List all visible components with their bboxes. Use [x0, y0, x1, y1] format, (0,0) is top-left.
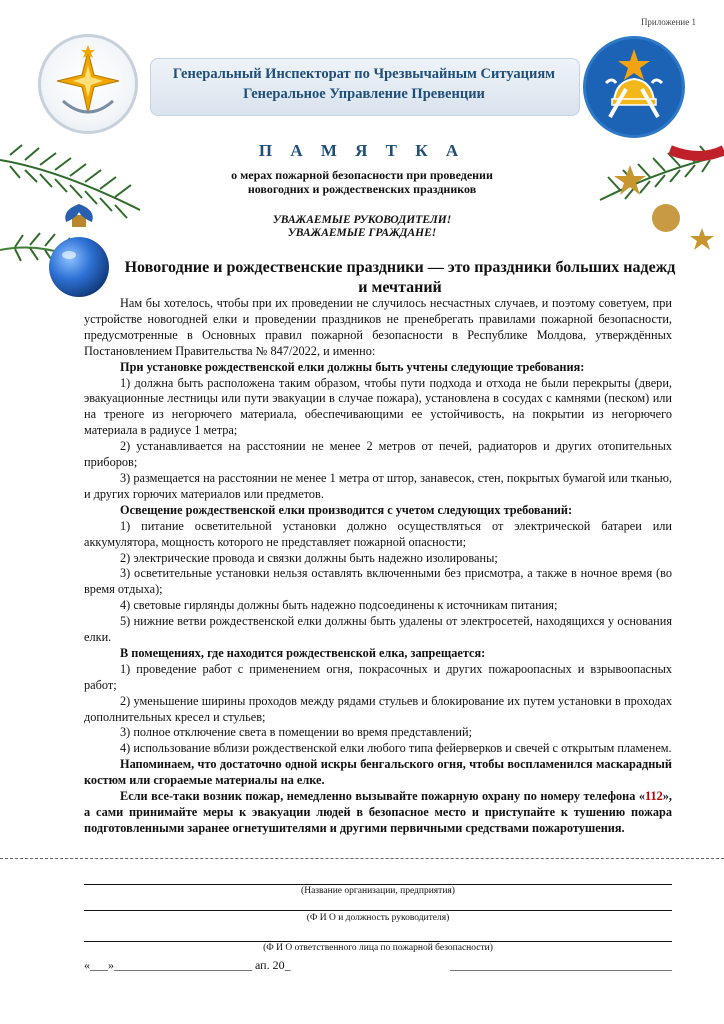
section-2-item: 1) питание осветительной установки должно осуществляться от электрической батареи или аккумулятора, мощность которого не представляет пожарной опасности;: [84, 518, 672, 549]
head-name-caption: (Ф И О и должность руководителя): [306, 913, 450, 923]
signature-line: _____________________________________: [450, 958, 672, 972]
greeting: [180, 214, 544, 240]
christmas-ball-icon: [44, 222, 114, 302]
reminder-paragraph: Напоминаем, что достаточно одной искры бенгальского огня, чтобы воспламенился маскарадный костюм или сгораемые материалы на елке.: [84, 757, 672, 788]
main-heading: Новогодние и рождественские праздники — это праздники больших надежд и мечтаний: [124, 259, 676, 296]
page-subtitle: [180, 168, 544, 196]
subtitle-line-2: новогодних и рождественских праздников: [247, 182, 477, 196]
section-3-title: В помещениях, где находится рождественской елка, запрещается:: [120, 645, 486, 660]
section-1-item: 3) размещается на расстоянии не менее 1 метра от штор, занавесок, стен, покрытых бумагой или тканью, и других горючих материалов или предметов.: [84, 470, 672, 501]
section-3-item: 1) проведение работ с применением огня, покрасочных и других пожароопасных и взрывоопасных работ;: [84, 661, 672, 692]
section-2-item: 5) нижние ветви рождественской елки должны быть удалены от электросетей, находящихся у основания елки.: [84, 614, 672, 645]
subtitle-line-1: о мерах пожарной безопасности при проведении: [231, 168, 493, 182]
section-2-item: 2) электрические провода и связки должны быть надежно изолированы;: [120, 550, 498, 565]
final-text-before: Если все-таки возник пожар, немедленно вызывайте пожарную охрану по номеру телефона «: [120, 789, 645, 804]
header-line-2: Генеральное Управление Превенции: [243, 86, 485, 102]
greeting-line-2: УВАЖАЕМЫЕ ГРАЖДАНЕ!: [287, 227, 437, 239]
section-2-item: 3) осветительные установки нельзя оставлять включенными без присмотра, а также в ночное время (во время отдыха);: [84, 566, 672, 597]
document-body: [84, 296, 672, 837]
section-2-item: 4) световые гирлянды должны быть надежно подсоединены к источникам питания;: [120, 598, 558, 613]
greeting-line-1: УВАЖАЕМЫЕ РУКОВОДИТЕЛИ!: [272, 214, 452, 226]
org-name-caption: (Название организации, предприятия): [301, 886, 455, 896]
header-title: [150, 64, 578, 104]
org-name-line: [84, 884, 672, 885]
responsible-name-line: [84, 941, 672, 942]
annex-label: Приложение 1: [640, 17, 696, 27]
section-3-item: 4) использование вблизи рождественской елки любого типа фейерверков и свечей с открытым пламенем.: [120, 741, 672, 756]
section-3-item: 3) полное отключение света в помещении во время представлений;: [120, 725, 473, 740]
emergency-phone: 112: [644, 789, 663, 804]
final-text-after: », а сами принимайте меры к эвакуации людей в безопасное место и приступайте к тушению пожара подготовленными заранее огнетушителями и другими первичными средствами пожаротушения.: [84, 789, 672, 835]
section-1-title: При установке рождественской елки должны быть учтены следующие требования:: [120, 359, 585, 374]
responsible-name-caption: (Ф И О ответственного лица по пожарной безопасности): [263, 943, 493, 953]
page-title: П А М Я Т К А: [258, 141, 466, 160]
head-name-line: [84, 910, 672, 911]
section-1-item: 2) устанавливается на расстоянии не менее 2 метров от печей, радиаторов и других отопительных приборов;: [84, 439, 672, 470]
date-signature-row: [84, 958, 672, 973]
header-line-1: Генеральный Инспекторат по Чрезвычайным Ситуациям: [172, 66, 556, 82]
date-field: «___»_______________________ ап. 20_: [84, 958, 291, 972]
final-paragraph: [84, 789, 672, 837]
section-3-item: 2) уменьшение ширины проходов между рядами стульев и блокирование их путем установки в проходах дополнительных кресел и стульев;: [84, 693, 672, 724]
cut-line: [0, 858, 724, 859]
fire-service-logo-icon: [583, 36, 685, 138]
section-2-title: Освещение рождественской елки производится с учетом следующих требований:: [120, 502, 573, 517]
section-1-item: 1) должна быть расположена таким образом, чтобы пути подхода и отхода не были перекрыты (двери, эвакуационные лестницы или пути эвакуации в случае пожара), установлена в сосудах с камнями (песком) или на треноге из негорючего материала, обеспечивающими ее устойчивость, на покрытии из негорючего материала в радиусе 1 метра;: [84, 375, 672, 438]
intro-paragraph: Нам бы хотелось, чтобы при их проведении не случилось несчастных случаев, и поэтому советуем, при устройстве новогодней елки и проведении праздников не пренебрегать правилами пожарной безопасности, предусмотренные в Основных правил пожарной безопасности в Республике Молдова, утверждённых Постановлением Правительства № 847/2022, и именно:: [84, 296, 672, 358]
star-emblem-icon: [38, 34, 138, 134]
